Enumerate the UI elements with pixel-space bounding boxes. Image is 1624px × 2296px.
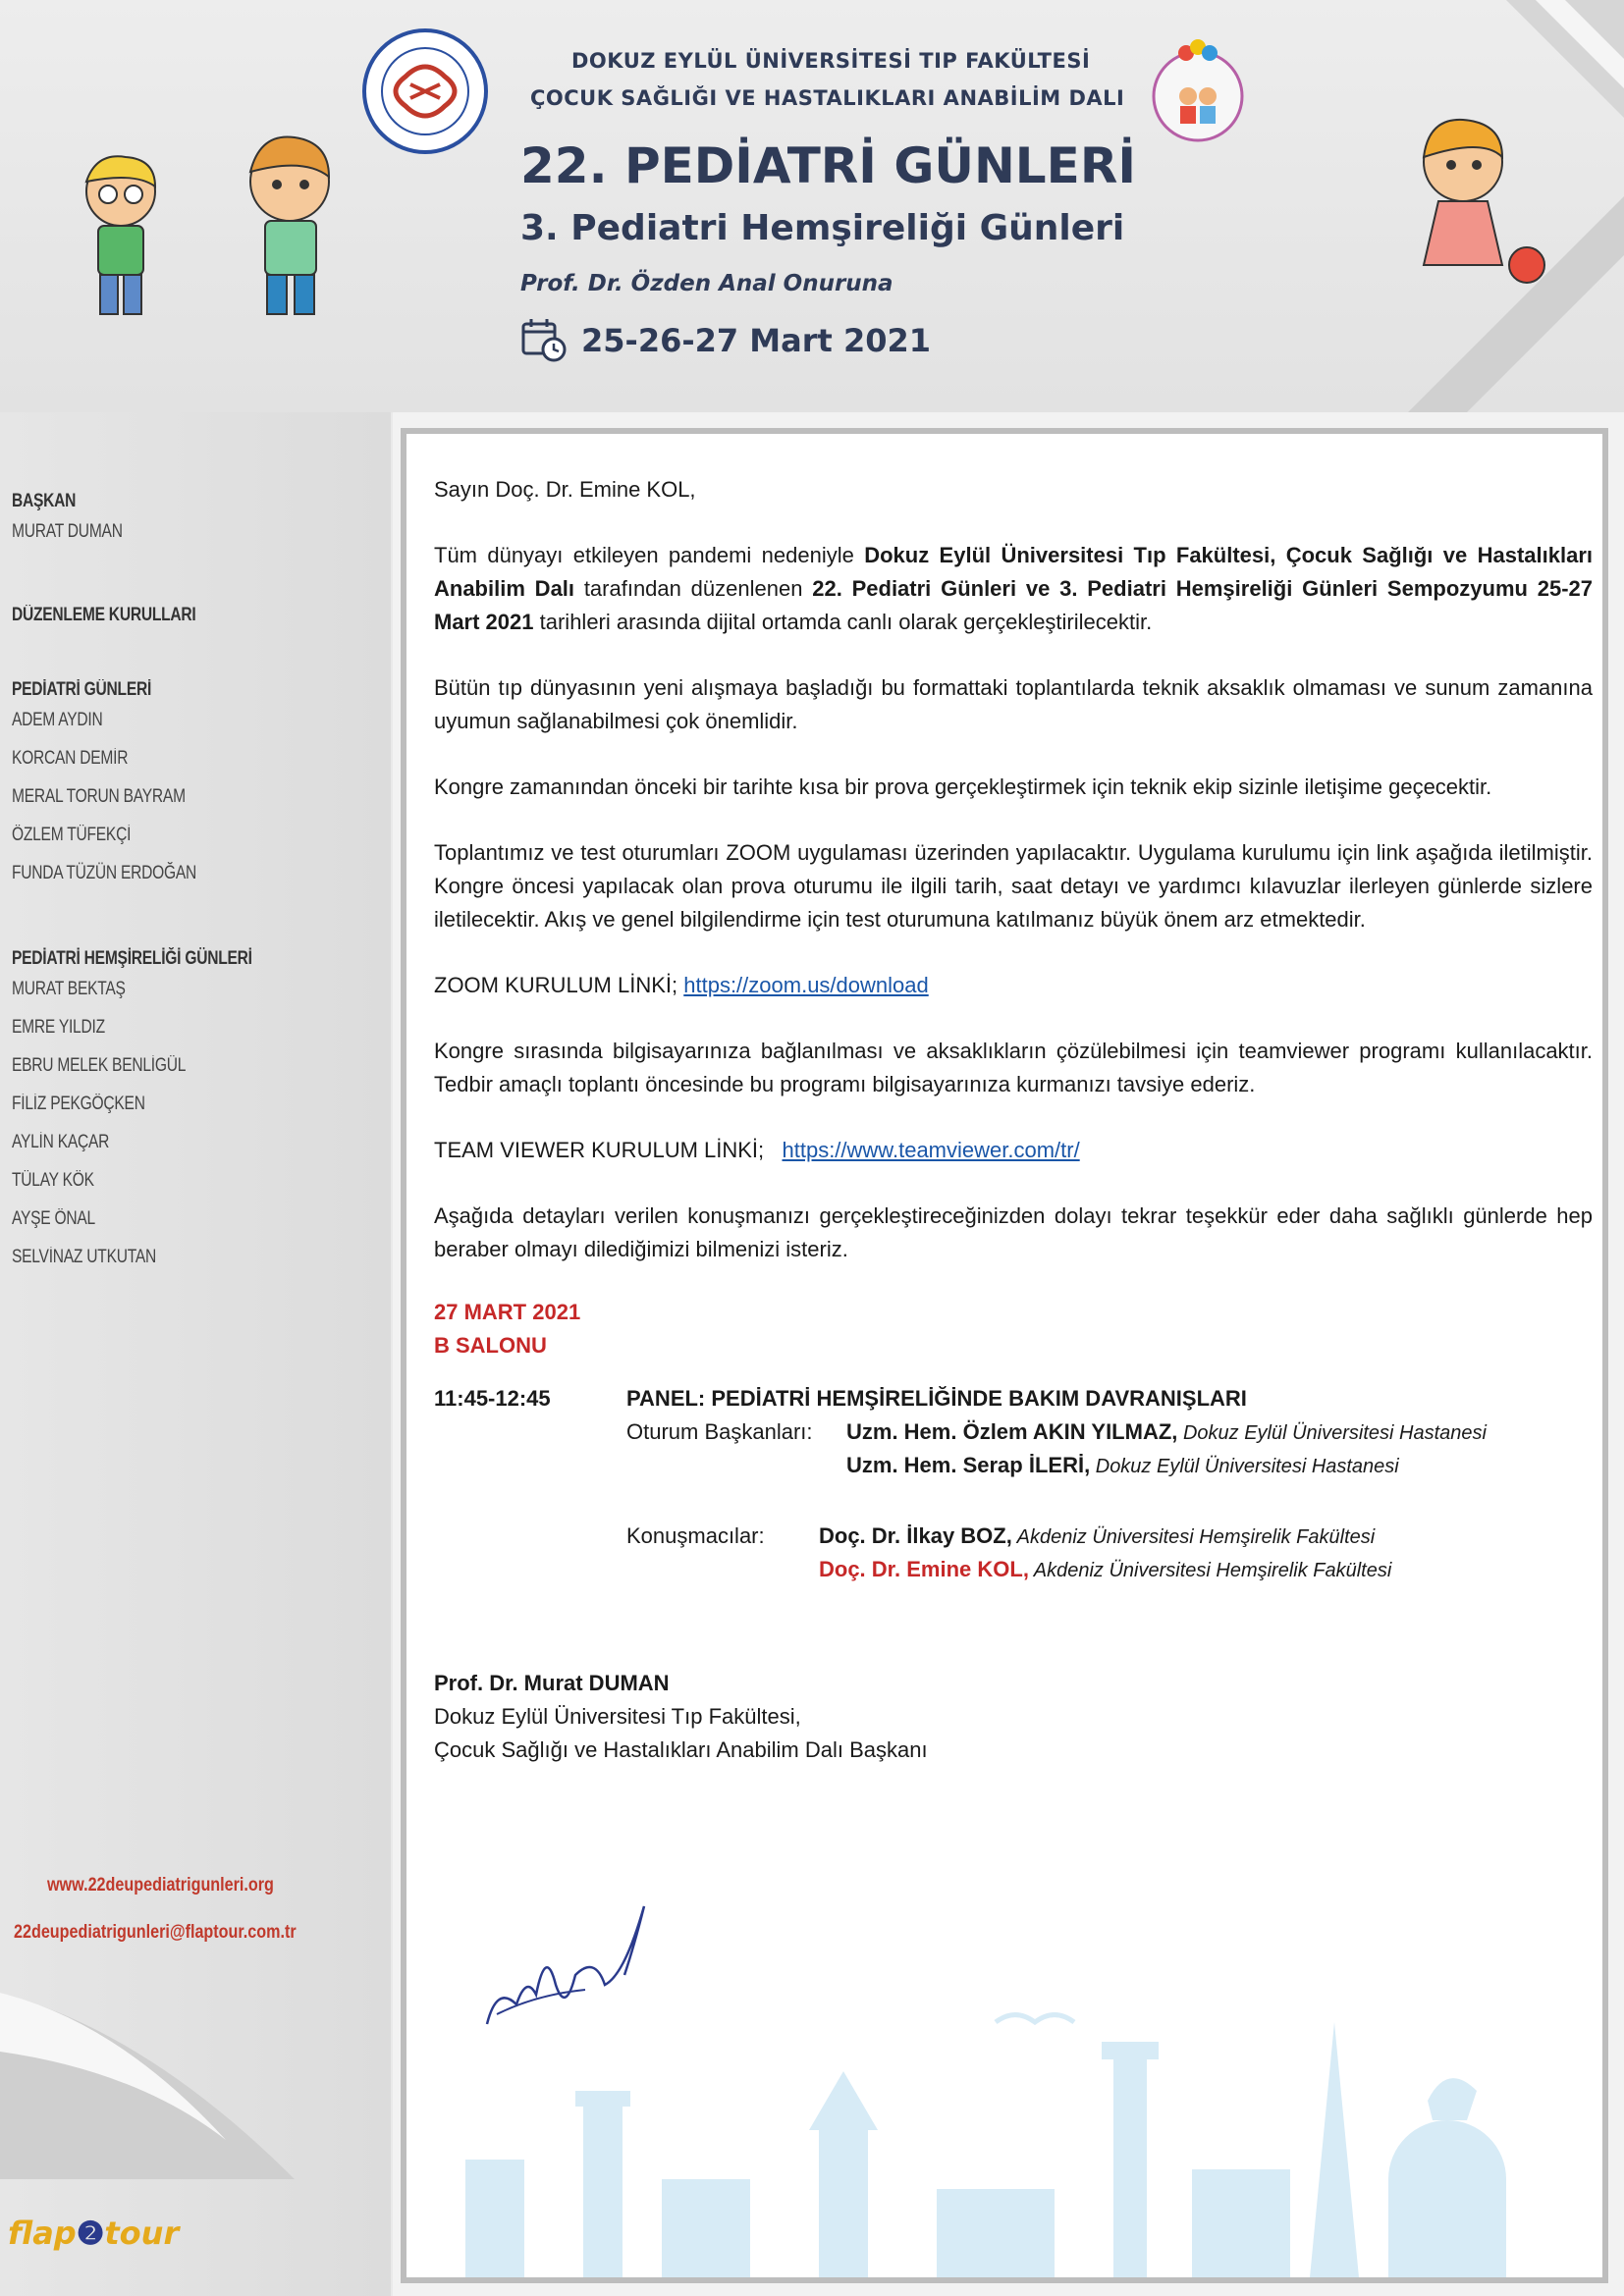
organizing-committee-sidebar bbox=[0, 412, 391, 2296]
speaker-1 bbox=[819, 1520, 1375, 1554]
event-title: 22. PEDİATRİ GÜNLERİ bbox=[520, 137, 1136, 194]
committee-member: AYŞE ÖNAL bbox=[12, 1208, 95, 1229]
teamviewer-line bbox=[434, 1134, 1593, 1167]
invitation-letter bbox=[401, 428, 1608, 2283]
zoom-line bbox=[434, 969, 1593, 1002]
speaker-2-name: Doç. Dr. Emine KOL, bbox=[819, 1557, 1029, 1581]
organizer-line-1: DOKUZ EYLÜL ÜNİVERSİTESİ TIP FAKÜLTESİ bbox=[571, 49, 1091, 73]
session-program bbox=[434, 1382, 1593, 1608]
logo-text-tour: tour bbox=[104, 2215, 180, 2252]
president-name: MURAT DUMAN bbox=[12, 521, 123, 542]
paragraph-4: Toplantımız ve test oturumları ZOOM uygulaması üzerinden yapılacaktır. Uygulama kurulumu için link aşağıda iletilmiştir. Kongre öncesi yapılacak olan prova oturumu ile ilgili tarih, saat detayı ve yardımcı kılavuzlar ilerleyen günlerde sizlere iletilecektir. Akış ve genel bilgilendirme için test oturumuna katılmanız büyük önem arz etmektedir. bbox=[434, 840, 1593, 932]
event-subtitle: 3. Pediatri Hemşireliği Günleri bbox=[520, 208, 1125, 248]
committee-member: MURAT BEKTAŞ bbox=[12, 979, 126, 999]
handwritten-signature-icon bbox=[477, 1887, 674, 2034]
speaker-2 bbox=[819, 1553, 1391, 1587]
committee-member: KORCAN DEMİR bbox=[12, 748, 129, 769]
chair-1 bbox=[846, 1415, 1487, 1450]
cartoon-girl-with-ball-illustration-icon bbox=[1384, 108, 1551, 314]
chair-2-affiliation: Dokuz Eylül Üniversitesi Hastanesi bbox=[1090, 1456, 1399, 1477]
cartoon-boy-illustration-icon bbox=[216, 128, 363, 334]
speakers-label: Konuşmacılar: bbox=[626, 1523, 765, 1548]
chair-1-name: Uzm. Hem. Özlem AKIN YILMAZ, bbox=[846, 1419, 1178, 1444]
deu-university-seal-icon bbox=[361, 27, 489, 155]
speaker-1-name: Doç. Dr. İlkay BOZ, bbox=[819, 1523, 1012, 1548]
website-link[interactable]: www.22deupediatrigunleri.org bbox=[47, 1875, 274, 1896]
committee-member: AYLİN KAÇAR bbox=[12, 1132, 110, 1152]
p1-text: Tüm dünyayı etkileyen pandemi nedeniyle bbox=[434, 543, 865, 567]
speaker-2-affiliation: Akdeniz Üniversitesi Hemşirelik Fakültesi bbox=[1028, 1560, 1392, 1581]
paragraph-3: Kongre zamanından önceki bir tarihte kısa bir prova gerçekleştirmek için teknik ekip sizinle iletişime geçecektir. bbox=[434, 774, 1492, 799]
chair-2-name: Uzm. Hem. Serap İLERİ, bbox=[846, 1453, 1091, 1477]
letter-body bbox=[434, 473, 1593, 1767]
session-time: 11:45-12:45 bbox=[434, 1386, 551, 1411]
speaker-1-affiliation: Akdeniz Üniversitesi Hemşirelik Fakültesi bbox=[1011, 1526, 1376, 1548]
p1-text: tarafından düzenlenen bbox=[574, 576, 813, 601]
committees-heading: DÜZENLEME KURULLARI bbox=[12, 605, 196, 625]
pediatri-committee-heading: PEDİATRİ GÜNLERİ bbox=[12, 679, 152, 700]
committee-member: MERAL TORUN BAYRAM bbox=[12, 786, 186, 807]
cartoon-boy-illustration-icon bbox=[57, 147, 185, 334]
event-header bbox=[0, 0, 1624, 412]
panel-title: PANEL: PEDİATRİ HEMŞİRELİĞİNDE BAKIM DAVRANIŞLARI bbox=[626, 1386, 1247, 1411]
paragraph-6: Aşağıda detayları verilen konuşmanızı gerçekleştireceğinizden dolayı tekrar teşekkür eder daha sağlıklı günlerde hep beraber olmayı dilediğimizi bilmenizi isteriz. bbox=[434, 1203, 1593, 1261]
committee-member: EMRE YILDIZ bbox=[12, 1017, 105, 1038]
page-curl-decoration bbox=[0, 1993, 295, 2189]
hemsirelik-committee-heading: PEDİATRİ HEMŞİRELİĞİ GÜNLERİ bbox=[12, 948, 252, 969]
email-link[interactable]: 22deupediatrigunleri@flaptour.com.tr bbox=[14, 1922, 297, 1943]
zoom-label: ZOOM KURULUM LİNKİ; bbox=[434, 973, 684, 997]
committee-member: ADEM AYDIN bbox=[12, 710, 103, 730]
signer-name: Prof. Dr. Murat DUMAN bbox=[434, 1671, 670, 1695]
organizer-line-2: ÇOCUK SAĞLIĞI VE HASTALIKLARI ANABİLİM DALI bbox=[530, 86, 1125, 110]
child-health-society-logo-icon bbox=[1149, 35, 1247, 153]
committee-member: TÜLAY KÖK bbox=[12, 1170, 94, 1191]
signer-line-1: Dokuz Eylül Üniversitesi Tıp Fakültesi, bbox=[434, 1704, 801, 1729]
p1-organizer: Dokuz Eylül Üniversitesi Tıp Fakültesi, Çocuk Sağlığı ve Hastalıkları Anabilim Dalı bbox=[434, 543, 1593, 601]
paragraph-2: Bütün tıp dünyasının yeni alışmaya başladığı bu formattaki toplantılarda teknik aksaklık olmaması ve sunum zamanına uyumun sağlanabilmesi çok önemlidir. bbox=[434, 675, 1593, 733]
session-info bbox=[434, 1296, 1593, 1362]
event-date: 25-26-27 Mart 2021 bbox=[581, 322, 932, 359]
zoom-download-link[interactable]: https://zoom.us/download bbox=[683, 973, 929, 997]
committee-member: EBRU MELEK BENLİGÜL bbox=[12, 1055, 187, 1076]
chair-1-affiliation: Dokuz Eylül Üniversitesi Hastanesi bbox=[1177, 1422, 1487, 1444]
president-heading: BAŞKAN bbox=[12, 491, 77, 511]
committee-member: FİLİZ PEKGÖÇKEN bbox=[12, 1094, 145, 1114]
committee-member: FUNDA TÜZÜN ERDOĞAN bbox=[12, 863, 197, 883]
signature-block bbox=[434, 1667, 1593, 1767]
signer-line-2: Çocuk Sağlığı ve Hastalıkları Anabilim Dalı Başkanı bbox=[434, 1737, 928, 1762]
paragraph-5: Kongre sırasında bilgisayarınıza bağlanılması ve aksaklıkların çözülebilmesi için teamviewer programı kullanılacaktır. Tedbir amaçlı toplantı öncesinde bu programı bilgisayarınıza kurmanızı tavsiye ederiz. bbox=[434, 1039, 1593, 1096]
calendar-clock-icon bbox=[520, 316, 568, 363]
paragraph-1 bbox=[434, 539, 1593, 639]
event-honor-line: Prof. Dr. Özden Anal Onuruna bbox=[520, 271, 893, 296]
session-hall: B SALONU bbox=[434, 1333, 547, 1358]
chairs-label: Oturum Başkanları: bbox=[626, 1419, 813, 1444]
p1-event: 22. Pediatri Günleri ve 3. Pediatri Hemşireliği Günleri Sempozyumu 25-27 Mart 2021 bbox=[434, 576, 1593, 634]
p1-text: tarihleri arasında dijital ortamda canlı olarak gerçekleştirilecektir. bbox=[533, 610, 1153, 634]
teamviewer-download-link[interactable]: https://www.teamviewer.com/tr/ bbox=[782, 1138, 1080, 1162]
session-date: 27 MART 2021 bbox=[434, 1300, 581, 1324]
logo-text-flap: flap bbox=[8, 2215, 77, 2252]
committee-member: ÖZLEM TÜFEKÇİ bbox=[12, 825, 132, 845]
salutation: Sayın Doç. Dr. Emine KOL, bbox=[434, 477, 696, 502]
flaptour-logo: flap❷tour bbox=[8, 2215, 180, 2252]
teamviewer-label: TEAM VIEWER KURULUM LİNKİ; bbox=[434, 1138, 783, 1162]
chair-2 bbox=[846, 1449, 1399, 1483]
committee-member: SELVİNAZ UTKUTAN bbox=[12, 1247, 156, 1267]
